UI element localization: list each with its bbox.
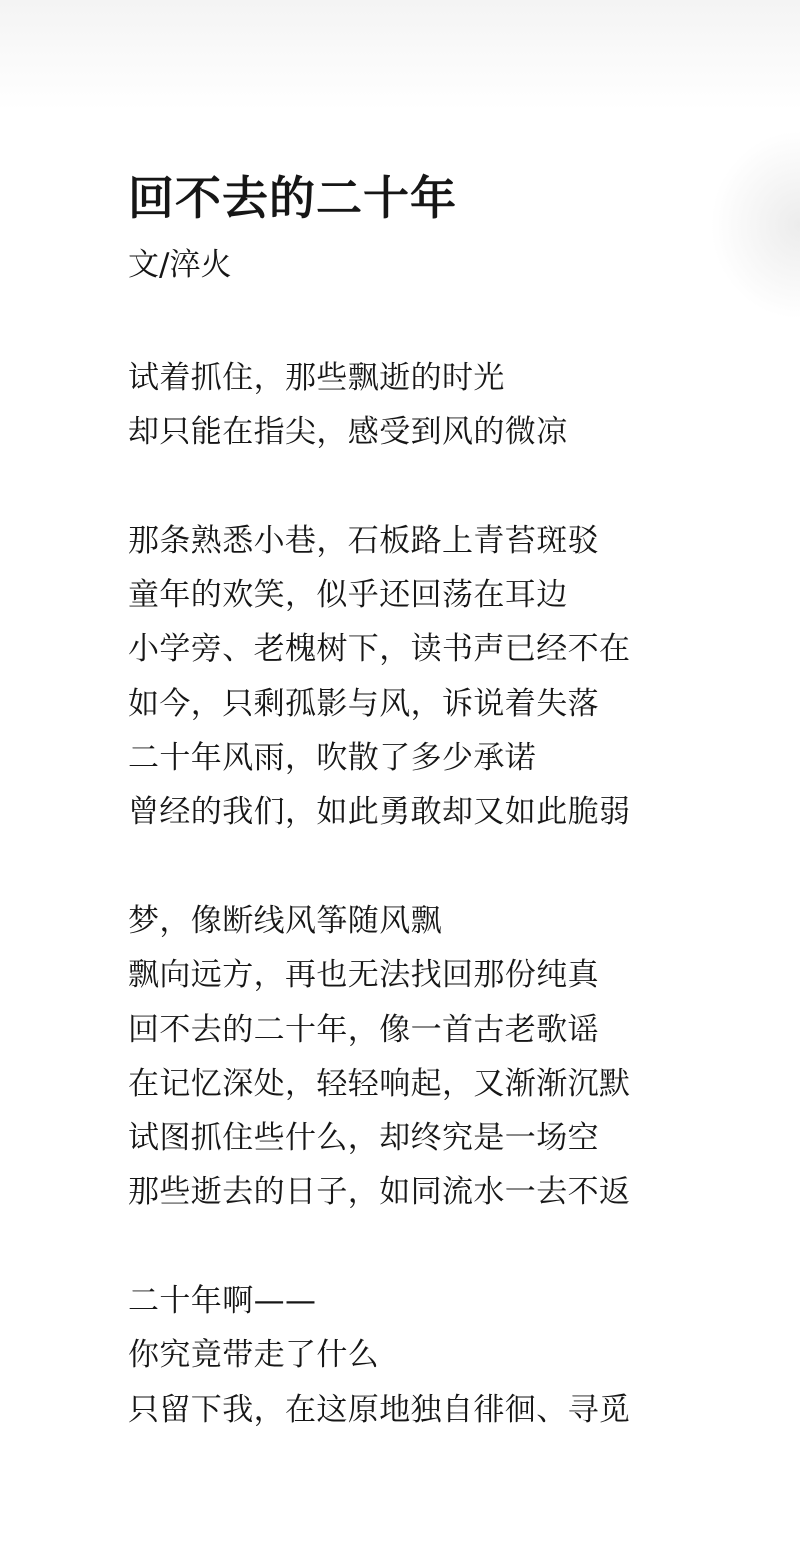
poem-line: 只留下我，在这原地独自徘徊、寻觅 [128, 1391, 631, 1428]
poem-line: 飘向远方，再也无法找回那份纯真 [128, 957, 599, 994]
right-shadow [710, 130, 800, 320]
poem-line: 你究竟带走了什么 [128, 1337, 380, 1374]
poem-author: 文/淬火 [128, 247, 232, 283]
poem-line [128, 460, 630, 514]
poem-line [128, 840, 630, 894]
poem-line: 二十年风雨，吹散了多少承诺 [128, 740, 537, 777]
poem-body [128, 351, 630, 1437]
poem-line: 小学旁、老槐树下，读书声已经不在 [128, 631, 631, 668]
poem-line: 二十年啊—— [128, 1283, 317, 1320]
poem-line: 回不去的二十年，像一首古老歌谣 [128, 1011, 599, 1048]
poem-line: 童年的欢笑，似乎还回荡在耳边 [128, 577, 568, 614]
poem-line: 那条熟悉小巷，石板路上青苔斑驳 [128, 522, 599, 559]
poem-line: 却只能在指尖，感受到风的微凉 [128, 414, 568, 451]
poem-line: 在记忆深处，轻轻响起，又渐渐沉默 [128, 1065, 631, 1102]
top-shadow [0, 0, 800, 110]
poem-line: 试图抓住些什么，却终究是一场空 [128, 1120, 599, 1157]
poem-line: 那些逝去的日子，如同流水一去不返 [128, 1174, 631, 1211]
poem-line: 试着抓住，那些飘逝的时光 [128, 360, 505, 396]
poem-line: 如今，只剩孤影与风，诉说着失落 [128, 685, 599, 722]
poem-line: 梦，像断线风筝随风飘 [128, 902, 442, 939]
poem-line [128, 1220, 630, 1274]
poem-line: 曾经的我们，如此勇敢却又如此脆弱 [128, 794, 631, 831]
poem-title: 回不去的二十年 [128, 171, 457, 225]
